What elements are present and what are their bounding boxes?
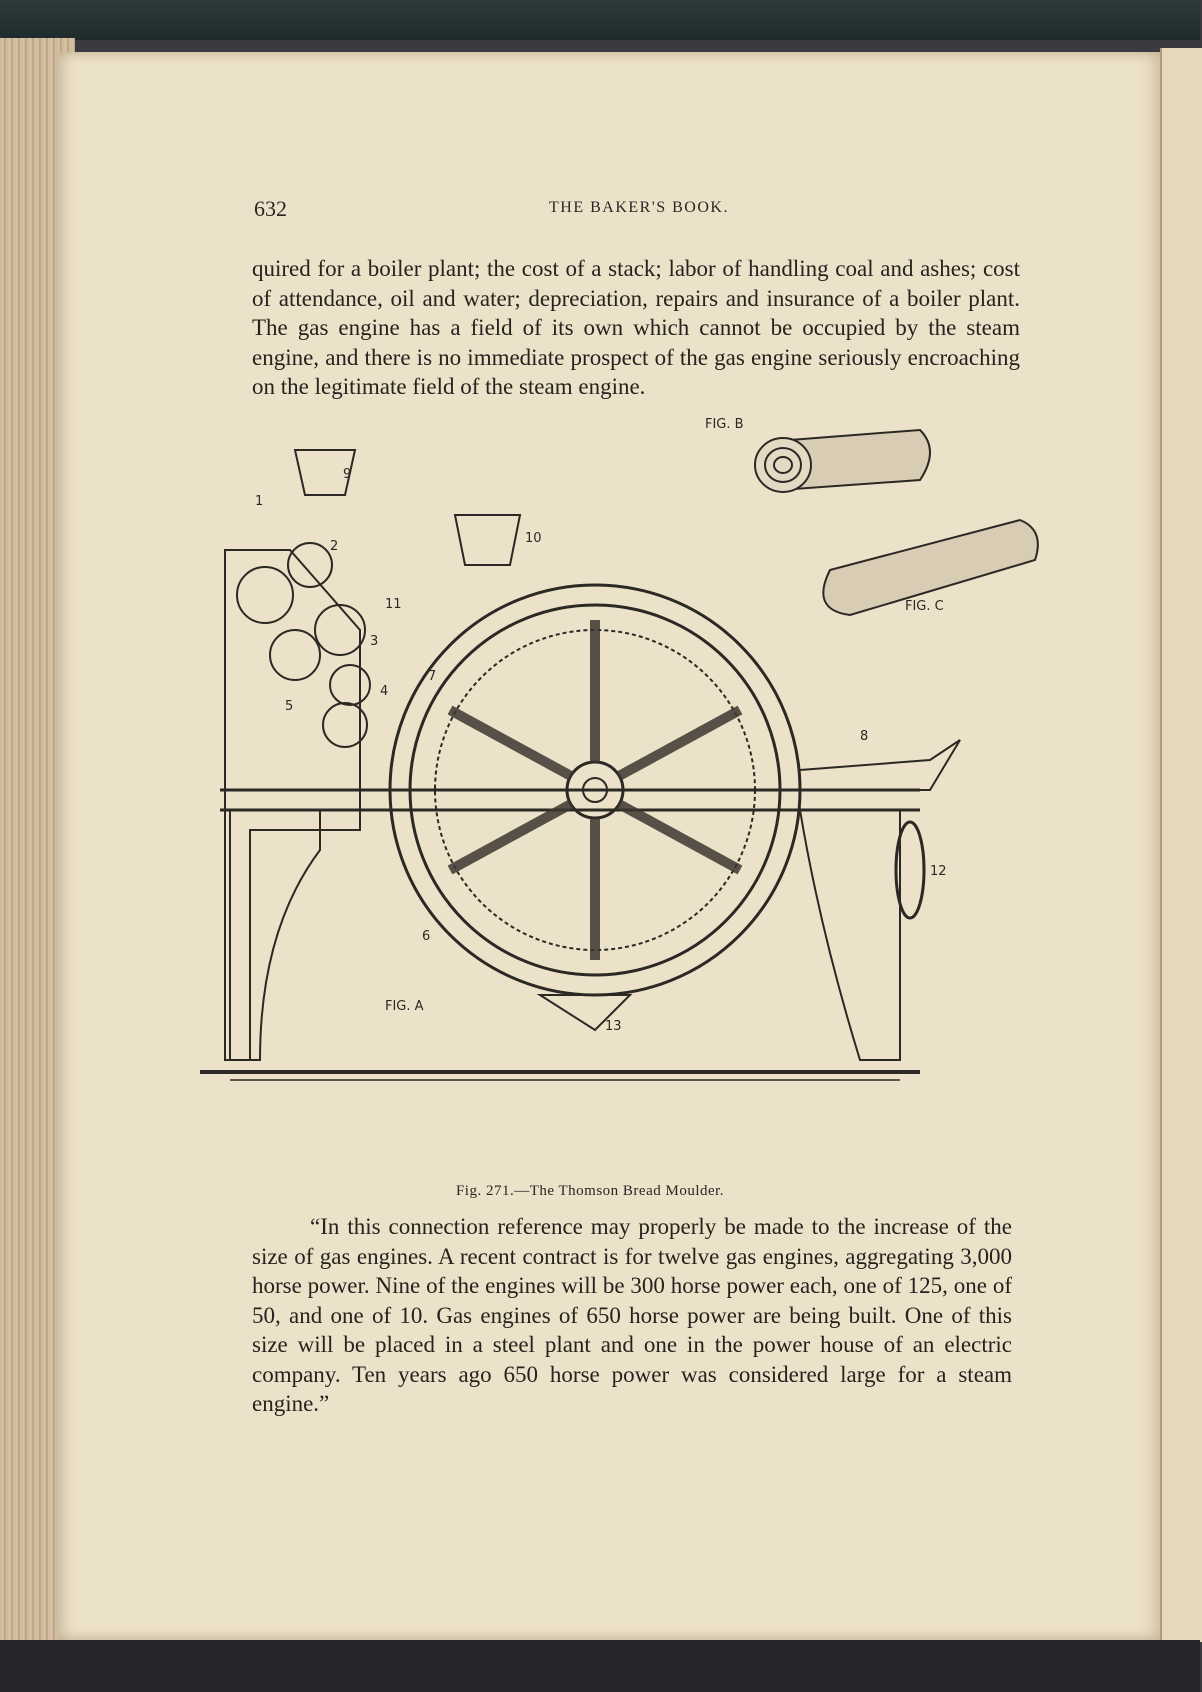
label-fig-b: FIG. B — [705, 417, 744, 432]
bread-moulder-illustration — [200, 417, 1000, 1180]
page-number: 632 — [254, 196, 287, 221]
part-label-13: 13 — [605, 1019, 622, 1034]
part-label-1: 1 — [255, 494, 264, 509]
part-label-8: 8 — [860, 729, 869, 744]
hopper-10 — [455, 515, 520, 565]
running-head — [254, 196, 1024, 226]
running-title: THE BAKER'S BOOK. — [549, 199, 729, 216]
roller — [237, 567, 293, 623]
paragraph-bottom: “In this connection reference may properly be made to the increase of the size of gas engines. A recent contract is for twelve gas engines, aggregating 3,000 horse power. Nine of the engines will be 300 horse power each, one of 125, one of 50, and one of 10. Gas engines of 650 horse power are being built. One of this size will be placed in a steel plant and one in the power house of an electric company. Ten years ago 650 horse power was considered large for a steam engine.” — [252, 1214, 1012, 1416]
part-label-10: 10 — [525, 531, 542, 546]
part-label-11: 11 — [385, 597, 402, 612]
part-label-12: 12 — [930, 864, 947, 879]
leg-left — [230, 810, 320, 1060]
part-label-7: 7 — [428, 669, 437, 684]
part-label-9: 9 — [343, 467, 352, 482]
facing-page-edge — [1160, 48, 1202, 1642]
leg-right — [800, 810, 900, 1060]
background-bottom — [0, 1640, 1200, 1692]
paragraph-top: quired for a boiler plant; the cost of a stack; labor of handling coal and ashes; cost of attendance, oil and water; depreciation, repairs and insurance of a boiler plant. The gas engine has a field of its own which cannot be occupied by the steam engine, and there is no immediate prospect of the gas engine seriously encroaching on the legitimate field of the steam engine. — [252, 256, 1020, 399]
part-label-5: 5 — [285, 699, 294, 714]
part-label-6: 6 — [422, 929, 431, 944]
part-label-4: 4 — [380, 684, 389, 699]
part-label-2: 2 — [330, 539, 339, 554]
part-label-3: 3 — [370, 634, 379, 649]
rolled-dough-fig-b — [755, 430, 930, 492]
label-fig-a: FIG. A — [385, 999, 424, 1014]
figure-caption: Fig. 271.—The Thomson Bread Moulder. — [455, 1183, 725, 1199]
output-tray — [800, 740, 960, 790]
frame-left — [225, 550, 360, 1060]
label-fig-c: FIG. C — [905, 599, 944, 614]
book-spine — [0, 0, 1200, 40]
